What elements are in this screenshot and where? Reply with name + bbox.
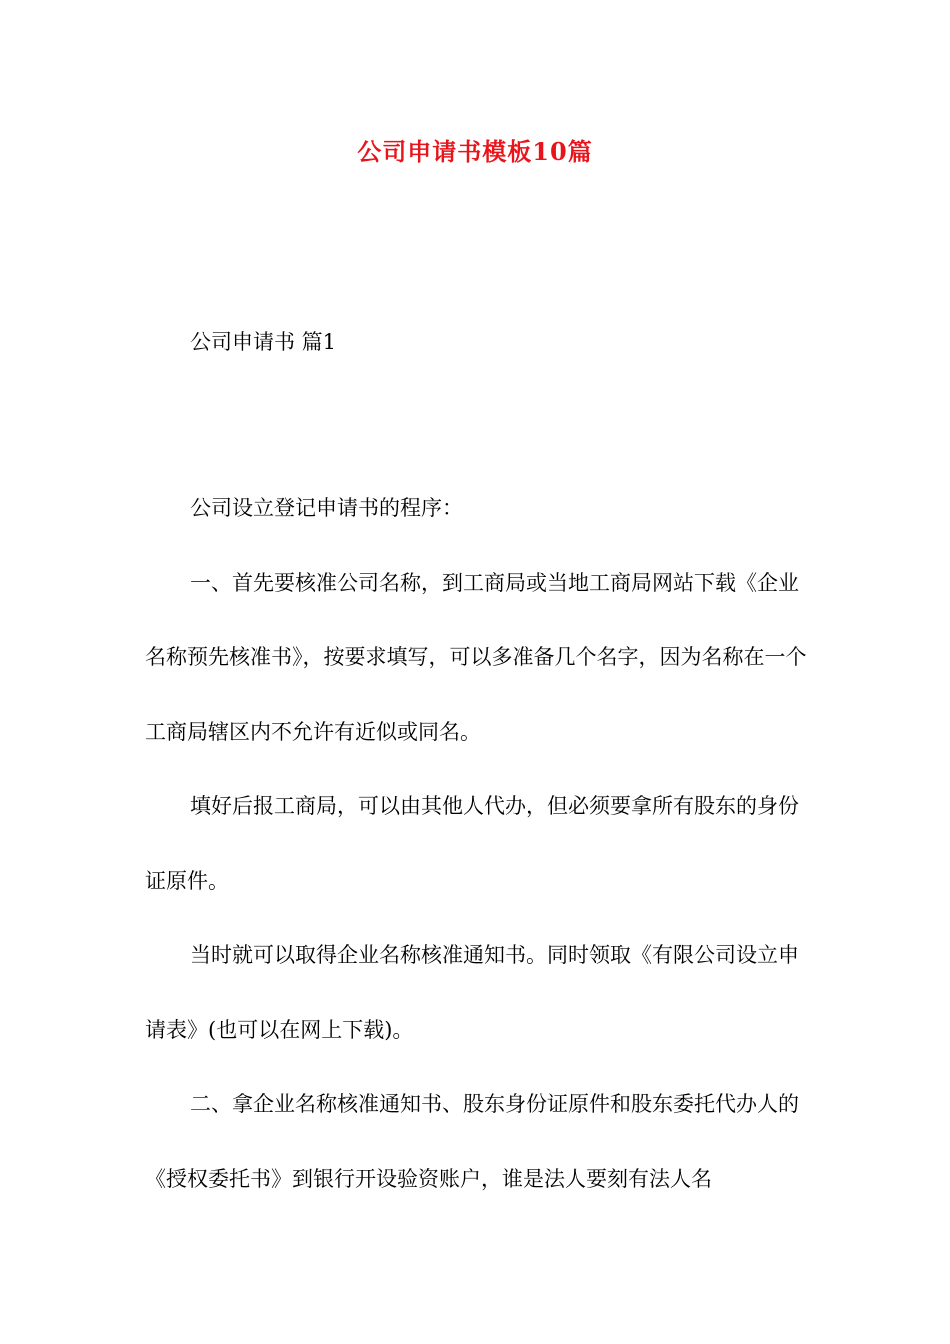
paragraph: 当时就可以取得企业名称核准通知书。同时领取《有限公司设立申请表》(也可以在网上下载)。 bbox=[145, 943, 799, 1042]
document-title: 公司申请书模板10篇 bbox=[357, 137, 593, 166]
paragraph: 公司设立登记申请书的程序： bbox=[190, 496, 463, 520]
paragraph: 一、首先要核准公司名称，到工商局或当地工商局网站下载《企业名称预先核准书》，按要求填写，可以多准备几个名字，因为名称在一个工商局辖区内不允许有近似或同名。 bbox=[145, 570, 807, 744]
section-heading: 公司申请书 篇1 bbox=[190, 330, 337, 354]
paragraph: 二、拿企业名称核准通知书、股东身份证原件和股东委托代办人的《授权委托书》到银行开设验资账户，谁是法人要刻有法人名 bbox=[145, 1092, 799, 1191]
paragraph: 填好后报工商局，可以由其他人代办，但必须要拿所有股东的身份证原件。 bbox=[145, 794, 799, 893]
document-body bbox=[145, 471, 813, 1216]
